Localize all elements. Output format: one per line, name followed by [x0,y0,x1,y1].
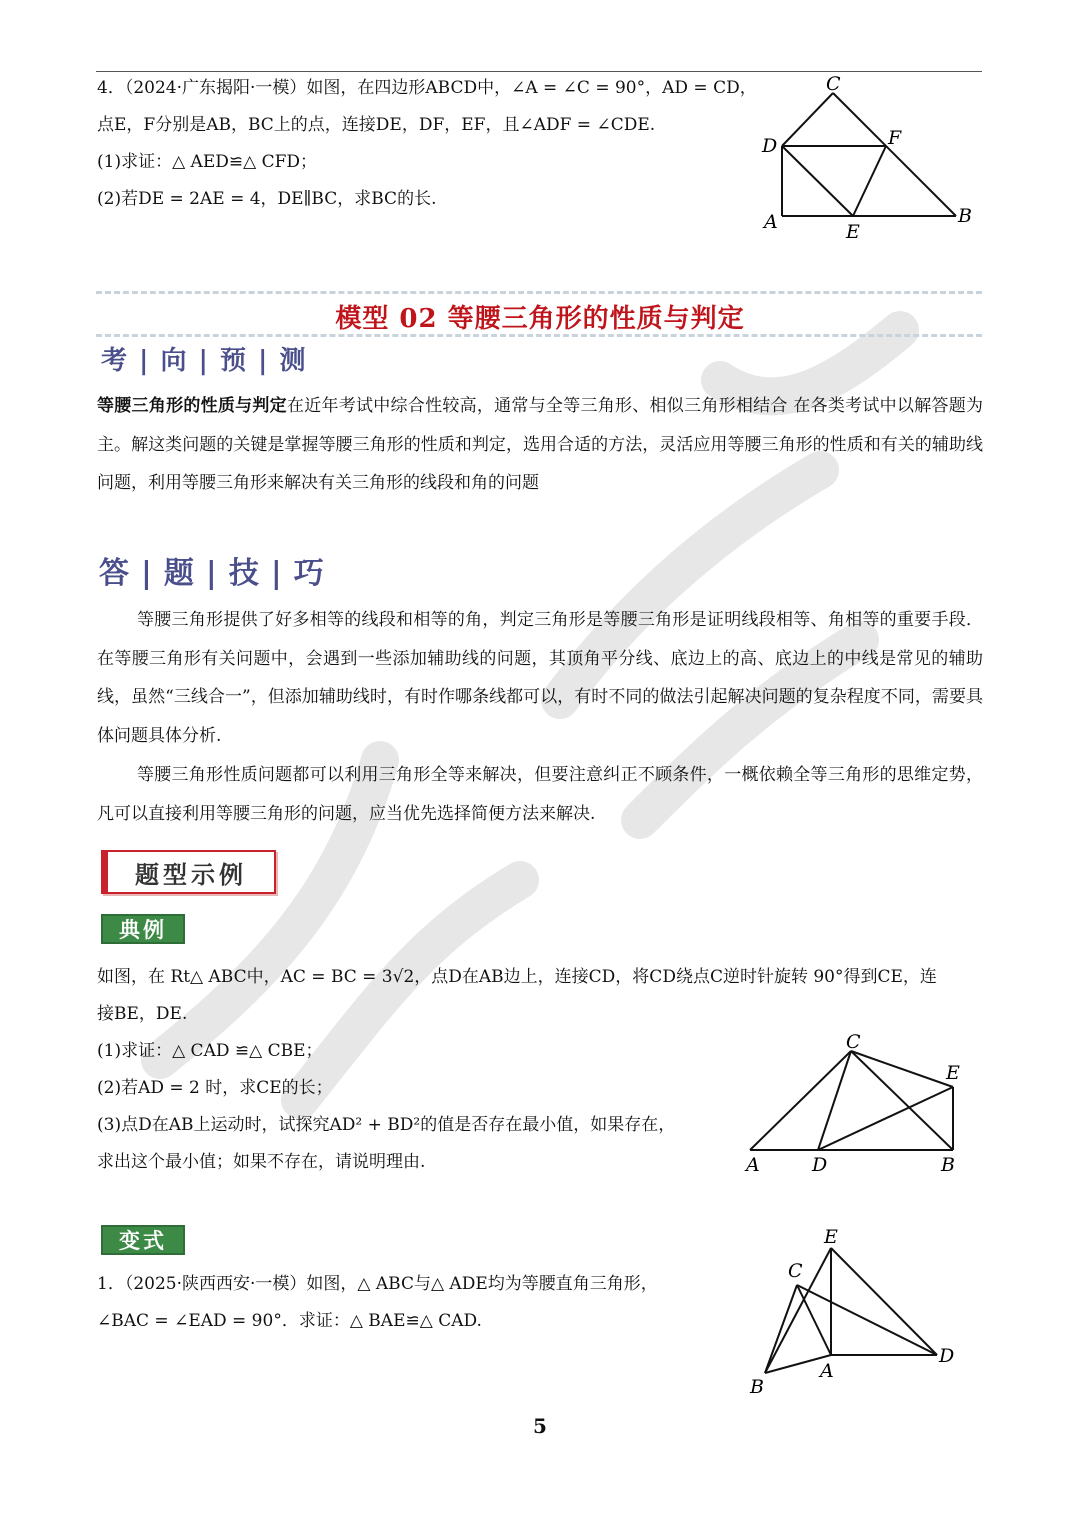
fig1-segment-cb [833,93,956,216]
tip-paragraph-2: 等腰三角形性质问题都可以利用三角形全等来解决，但要注意纠正不顾条件，一概依赖全等三角形的思维定势，凡可以直接利用等腰三角形的问题，应当优先选择简便方法来解决. [97,765,983,824]
tag2-char-1: 答 [99,556,131,591]
problem4-line2: 点E，F分别是AB，BC上的点，连接DE，DF，EF，且∠ADF = ∠CDE. [97,115,656,135]
example-part2: (2)若AD = 2 时，求CE的长； [97,1078,333,1098]
fig1-segment-dc [782,93,833,146]
fig1-label-c: C [826,73,841,95]
variant-tag: 变式 [101,1225,185,1255]
tip-paragraph-1: 等腰三角形提供了好多相等的线段和相等的角，判定三角形是等腰三角形是证明线段相等、角相等的重要手段．在等腰三角形有关问题中，会遇到一些添加辅助线的问题，其顶角平分线、底边上的高、底边上的中线是常见的辅助线，虽然“三线合一”，但添加辅助线时，有时作哪条线都可以，有时不同的做法引起解决问题的复杂程度不同，需要具体问题具体分析. [97,610,983,746]
fig2-segment-de [818,1087,953,1150]
example-part1: (1)求证：△ CAD ≌△ CBE； [97,1041,323,1061]
fig2-label-c: C [846,1031,861,1053]
fig3-segment-cd [797,1285,937,1355]
fig1-label-b: B [958,205,972,227]
problem4-part2: (2)若DE = 2AE = 4，DE∥BC，求BC的长. [97,189,437,209]
fig1-label-f: F [888,127,902,149]
figure-right-triangle [740,1025,970,1180]
tag2-char-2: 题 [163,556,196,591]
fig3-segment-ed [831,1248,937,1355]
tag2-char-4: 巧 [293,556,326,591]
fig3-label-c: C [788,1260,803,1282]
example-line2: 接BE，DE. [97,1004,188,1024]
example-type-header: 题型示例 [101,850,276,894]
variant-line2: ∠BAC = ∠EAD = 90°．求证：△ BAE≌△ CAD. [97,1311,482,1331]
fig2-label-d: D [812,1154,828,1176]
figure-quadrilateral [740,70,990,250]
figure-isosceles-right-triangles [740,1215,970,1400]
fig3-label-d: D [939,1345,955,1367]
fig2-label-b: B [941,1154,955,1176]
fig1-label-d: D [762,135,778,157]
fig1-label-a: A [764,211,778,233]
fig3-segment-bc [765,1285,797,1373]
tag1-char-1: 考 [101,346,130,376]
intro-paragraph [97,387,983,503]
fig3-segment-ca [797,1285,831,1355]
page-number: 5 [533,1414,547,1438]
fig1-label-e: E [846,221,860,243]
tag-kaoxiang-yuce: 考 | 向 | 预 | 测 [101,346,308,376]
section-title: 模型 02 等腰三角形的性质与判定 [335,304,745,334]
example-part3: (3)点D在AB上运动时，试探究AD² + BD²的值是否存在最小值，如果存在， [97,1115,676,1135]
tag-dati-jiqiao: 答 | 题 | 技 | 巧 [99,556,326,591]
intro-bold: 等腰三角形的性质与判定 [97,396,287,416]
tag1-char-3: 预 [219,346,248,376]
problem4-part1: (1)求证：△ AED≌△ CFD； [97,152,318,172]
fig1-segment-fe [853,146,886,216]
tag2-char-3: 技 [228,556,261,591]
variant-line1: 1．（2025·陕西西安·一模）如图，△ ABC与△ ADE均为等腰直角三角形， [97,1274,658,1294]
dashed-divider-top [96,291,982,294]
example-part3-cont: 求出这个最小值；如果不存在，请说明理由. [97,1152,426,1172]
tag1-char-2: 向 [160,346,189,376]
dashed-divider-bottom [96,334,982,337]
fig3-label-b: B [750,1376,764,1398]
example-tag: 典例 [101,914,185,944]
fig3-label-e: E [824,1226,838,1248]
fig2-label-e: E [946,1062,960,1084]
fig3-label-a: A [820,1360,834,1382]
fig1-segment-de [782,146,853,216]
fig2-segment-ce [851,1051,953,1087]
fig2-label-a: A [746,1154,760,1176]
fig2-segment-ac [750,1051,851,1150]
example-line1: 如图，在 Rt△ ABC中，AC = BC = 3√2，点D在AB边上，连接CD，将CD绕点C逆时针旋转 90°得到CE，连 [97,967,937,987]
tag1-char-4: 测 [279,346,308,376]
fig2-segment-cb [851,1051,953,1150]
problem4-line1: 4．（2024·广东揭阳·一模）如图，在四边形ABCD中，∠A = ∠C = 90°，AD = CD， [97,78,757,98]
intro-text: 在近年考试中综合性较高，通常与全等三角形、相似三角形相结合 在各类考试中以解答题为主。解这类问题的关键是掌握等腰三角形的性质和判定，选用合适的方法，灵活应用等腰三角形的性质和有关的辅助线问题，利用等腰三角形来解决有关三角形的线段和角的问题 [97,396,984,493]
